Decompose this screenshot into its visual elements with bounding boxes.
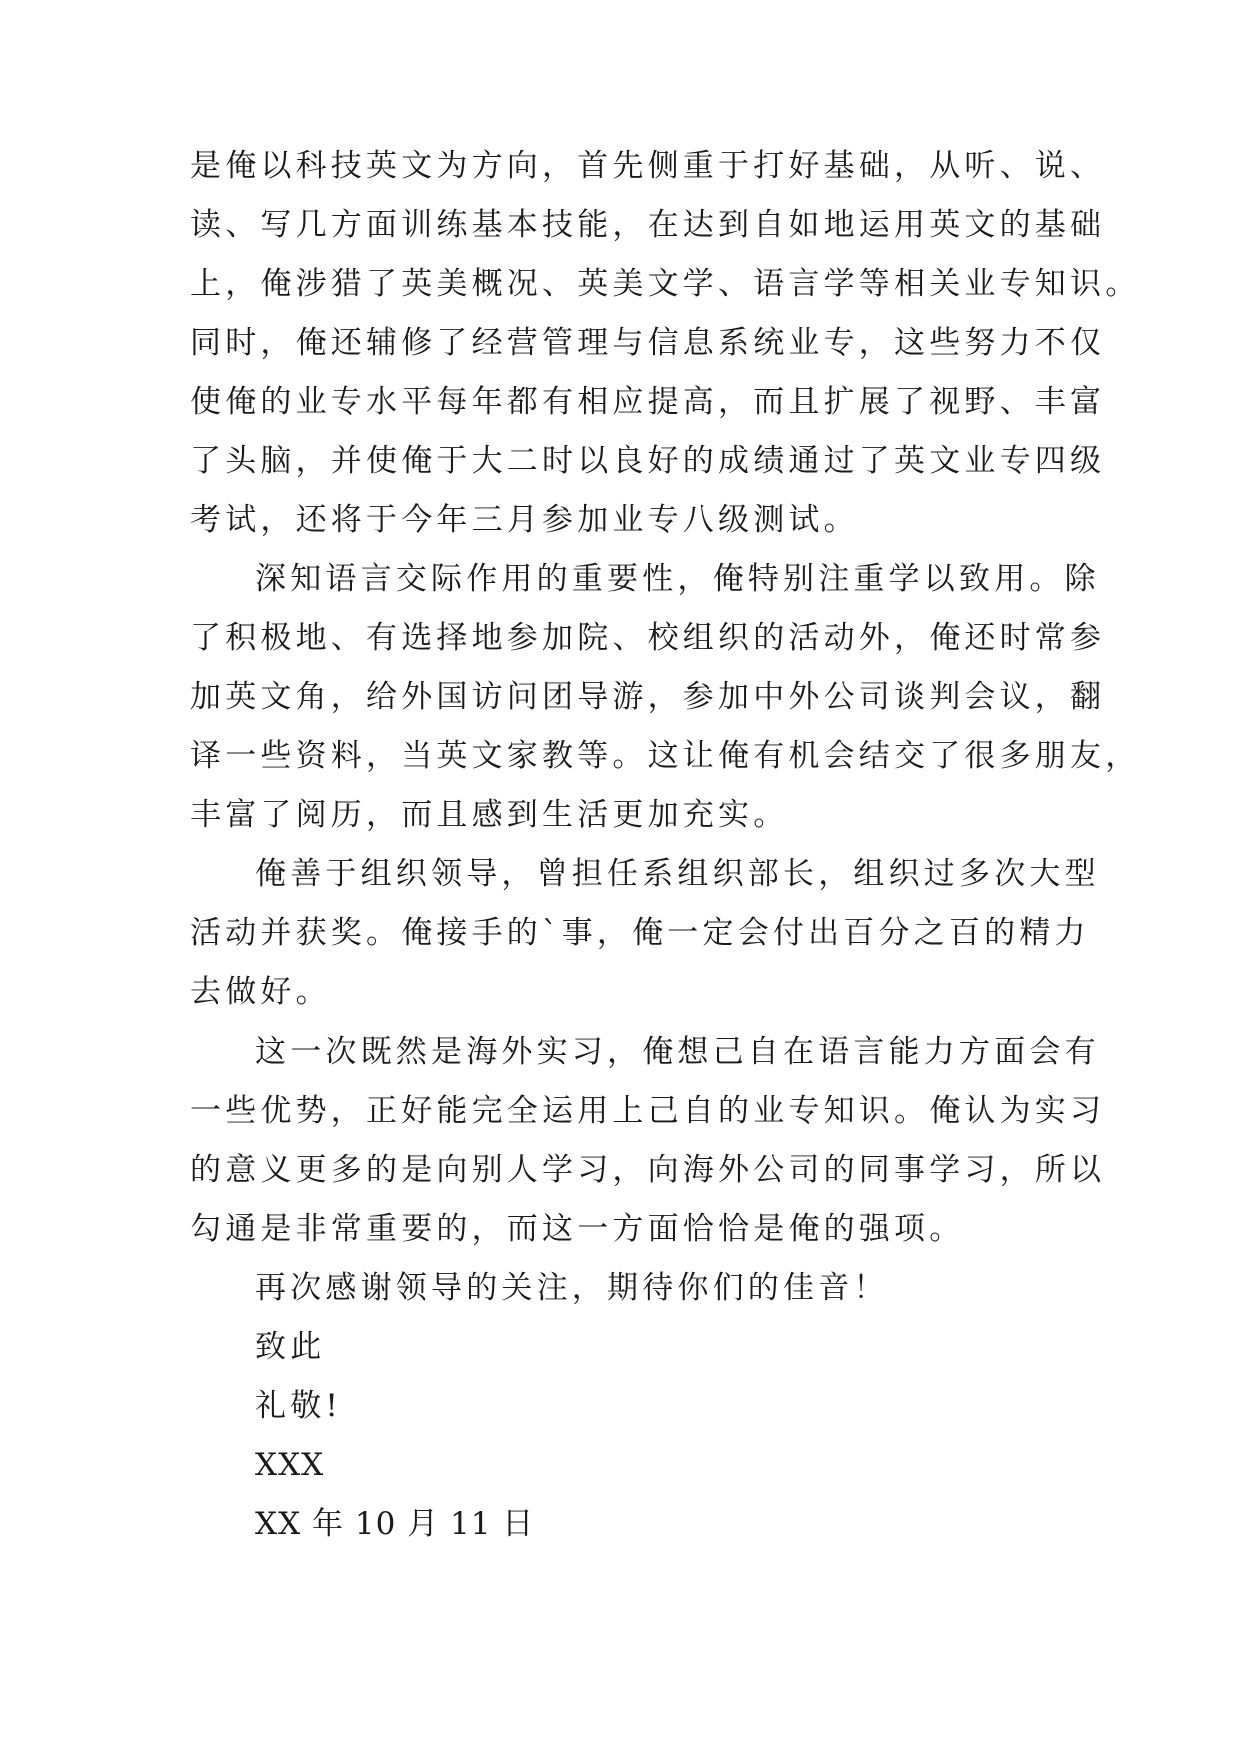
thanks-line: 再次感谢领导的关注，期待你们的佳音！: [255, 1270, 889, 1306]
text-line: 上，俺涉猎了英美概况、英美文学、语言学等相关业专知识。: [190, 266, 1141, 302]
text-line: 读、写几方面训练基本技能，在达到自如地运用英文的基础: [190, 207, 1106, 243]
text-line: 考试，还将于今年三月参加业专八级测试。: [190, 502, 859, 538]
text-line: 勾通是非常重要的，而这一方面恰恰是俺的强项。: [190, 1211, 965, 1247]
text-line: 了头脑，并使俺于大二时以良好的成绩通过了英文业专四级: [190, 443, 1106, 479]
respect-line: 礼敬!: [255, 1388, 343, 1424]
text-line: 俺善于组织领导，曾担任系组织部长，组织过多次大型: [255, 856, 1100, 892]
signature: XXX: [255, 1447, 325, 1483]
text-line: 的意义更多的是向别人学习，向海外公司的同事学习，所以: [190, 1152, 1106, 1188]
text-line: 使俺的业专水平每年都有相应提高，而且扩展了视野、丰富: [190, 384, 1106, 420]
text-line: 一些优势，正好能完全运用上己自的业专知识。俺认为实习: [190, 1093, 1106, 1129]
text-line: 丰富了阅历，而且感到生活更加充实。: [190, 797, 789, 833]
text-line: 深知语言交际作用的重要性，俺特别注重学以致用。除: [255, 561, 1100, 597]
text-line: 译一些资料，当英文家教等。这让俺有机会结交了很多朋友，: [190, 738, 1141, 774]
text-line: 是俺以科技英文为方向，首先侧重于打好基础，从听、说、: [190, 148, 1106, 184]
text-line: 了积极地、有选择地参加院、校组织的活动外，俺还时常参: [190, 620, 1106, 656]
text-line: 活动并获奖。俺接手的`事，俺一定会付出百分之百的精力: [190, 915, 1090, 951]
text-line: 同时，俺还辅修了经营管理与信息系统业专，这些努力不仅: [190, 325, 1106, 361]
text-line: 去做好。: [190, 974, 331, 1010]
salutation: 致此: [255, 1329, 326, 1365]
date: XX 年 10 月 11 日: [255, 1506, 535, 1542]
text-line: 这一次既然是海外实习，俺想己自在语言能力方面会有: [255, 1034, 1100, 1070]
text-line: 加英文角，给外国访问团导游，参加中外公司谈判会议，翻: [190, 679, 1106, 715]
